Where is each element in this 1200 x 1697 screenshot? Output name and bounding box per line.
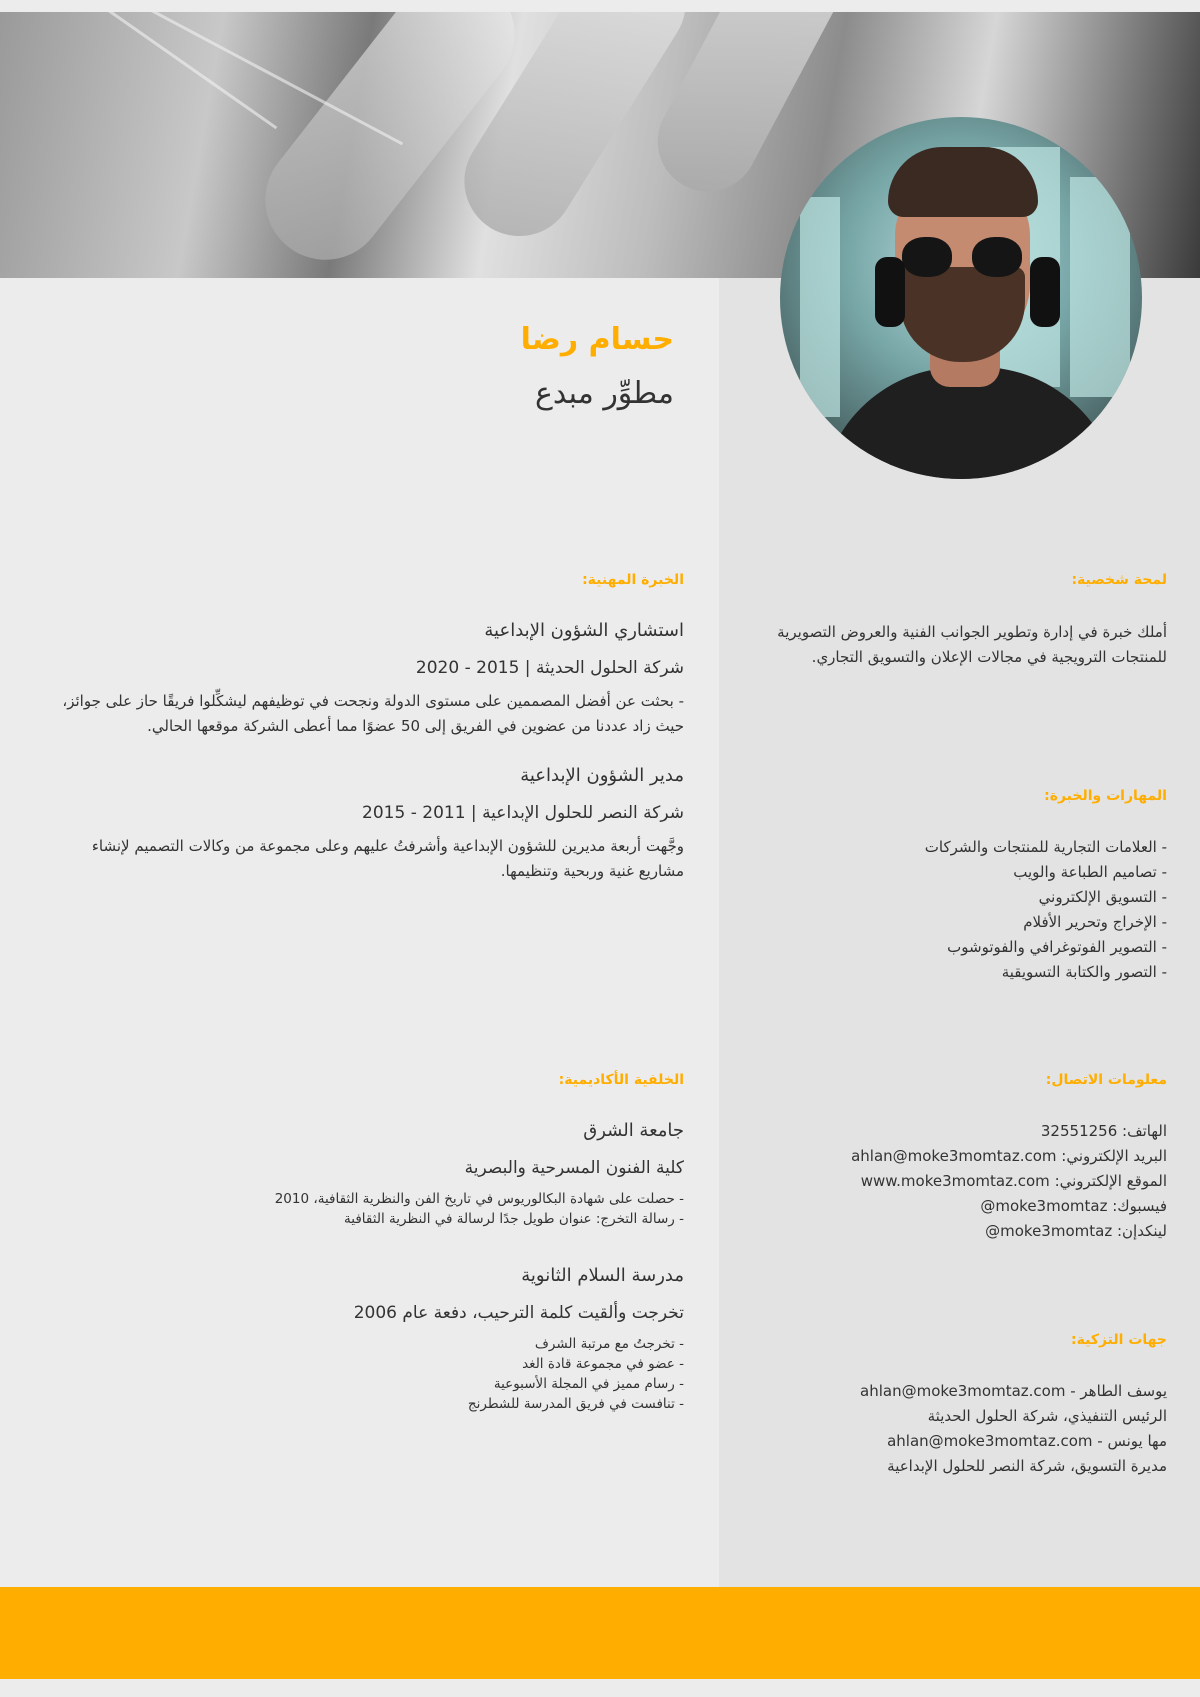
reference-item: الرئيس التنفيذي، شركة الحلول الحديثة (927, 1407, 1167, 1425)
school-note: - تخرجتُ مع مرتبة الشرف (534, 1336, 684, 1352)
school-name: مدرسة السلام الثانوية (521, 1265, 684, 1286)
contact-email: البريد الإلكتروني: ahlan@moke3momtaz.com (851, 1147, 1167, 1165)
contact-linkedin: لينكدإن: moke3momtaz@ (985, 1222, 1167, 1240)
skill-item: - تصاميم الطباعة والويب (1013, 863, 1167, 881)
window-shape (800, 197, 840, 417)
job-entry (50, 617, 684, 739)
person-name: حسام رضا (520, 322, 674, 357)
school-detail: تخرجت وألقيت كلمة الترحيب، دفعة عام 2006 (353, 1303, 684, 1323)
window-shape (1070, 177, 1130, 397)
skill-item: - التصوير الفوتوغرافي والفوتوشوب (947, 938, 1167, 956)
reference-item: يوسف الطاهر - ahlan@moke3momtaz.com (860, 1382, 1167, 1400)
school-note: - تنافست في فريق المدرسة للشطرنج (467, 1396, 684, 1412)
job-entry (50, 762, 684, 884)
references-section-title: جهات التزكية: (1071, 1332, 1167, 1348)
education-section-title: الخلفية الأكاديمية: (558, 1072, 684, 1088)
school-detail: كلية الفنون المسرحية والبصرية (464, 1158, 684, 1178)
job-description: - بحثت عن أفضل المصممين على مستوى الدولة ونجحت في توظيفهم ليشكِّلوا فريقًا حاز على جوائز، حيث زاد عددنا من عضوين في الفريق إلى 50 عضوًا مما أعطى الشركة موقعها الحالي. (62, 692, 684, 735)
contact-section-title: معلومات الاتصال: (1045, 1072, 1167, 1088)
education-entry (50, 1117, 684, 1229)
skill-item: - الإخراج وتحرير الأفلام (1023, 913, 1167, 931)
school-notes (50, 1189, 684, 1229)
headphones-icon (875, 257, 905, 327)
references-list (740, 1379, 1167, 1479)
contact-website: الموقع الإلكتروني: www.moke3momtaz.com (860, 1172, 1167, 1190)
person-role: مطوِّر مبدع (535, 376, 674, 411)
skill-item: - التسويق الإلكتروني (1038, 888, 1167, 906)
profile-text: أملك خبرة في إدارة وتطوير الجوانب الفنية والعروض التصويرية للمنتجات الترويجية في مجالات الإعلان والتسويق التجاري. (777, 623, 1167, 666)
sunglasses-lens (902, 237, 952, 277)
school-note: - رسالة التخرج: عنوان طويل جدًا لرسالة في النظرية الثقافية (344, 1211, 684, 1227)
keyboard-line (63, 12, 278, 129)
reference-item: مديرة التسويق، شركة النصر للحلول الإبداعية (887, 1457, 1167, 1475)
job-title: استشاري الشؤون الإبداعية (484, 620, 684, 641)
skill-item: - التصور والكتابة التسويقية (1001, 963, 1167, 981)
avatar (780, 117, 1142, 479)
education-entry (50, 1262, 684, 1414)
school-notes (50, 1334, 684, 1414)
footer-accent-bar (0, 1587, 1200, 1679)
job-company: شركة الحلول الحديثة | 2015 - 2020 (415, 658, 684, 678)
profile-section-title: لمحة شخصية: (1071, 572, 1167, 588)
skill-item: - العلامات التجارية للمنتجات والشركات (924, 838, 1167, 856)
job-company: شركة النصر للحلول الإبداعية | 2011 - 2015 (362, 803, 684, 823)
school-note: - حصلت على شهادة البكالوريوس في تاريخ الفن والنظرية الثقافية، 2010 (274, 1191, 684, 1207)
contact-facebook: فيسبوك: moke3momtaz@ (980, 1197, 1167, 1215)
school-name: جامعة الشرق (583, 1120, 684, 1141)
contact-list (740, 1119, 1167, 1244)
job-title: مدير الشؤون الإبداعية (520, 765, 684, 786)
headphones-icon (1030, 257, 1060, 327)
contact-phone: الهاتف: 32551256 (1040, 1122, 1167, 1140)
skills-list (740, 835, 1167, 985)
school-note: - رسام مميز في المجلة الأسبوعية (493, 1376, 684, 1392)
school-note: - عضو في مجموعة قادة الغد (522, 1356, 684, 1372)
skills-section-title: المهارات والخبرة: (1044, 788, 1167, 804)
sunglasses-lens (972, 237, 1022, 277)
avatar-hair (888, 147, 1038, 217)
job-description: وجَّهت أربعة مديرين للشؤون الإبداعية وأشرفتُ عليهم وعلى مجموعة من وكالات التصميم لإنشاء مشاريع غنية وربحية وتنظيمها. (91, 837, 684, 880)
experience-section-title: الخبرة المهنية: (582, 572, 684, 588)
reference-item: مها يونس - ahlan@moke3momtaz.com (887, 1432, 1167, 1450)
